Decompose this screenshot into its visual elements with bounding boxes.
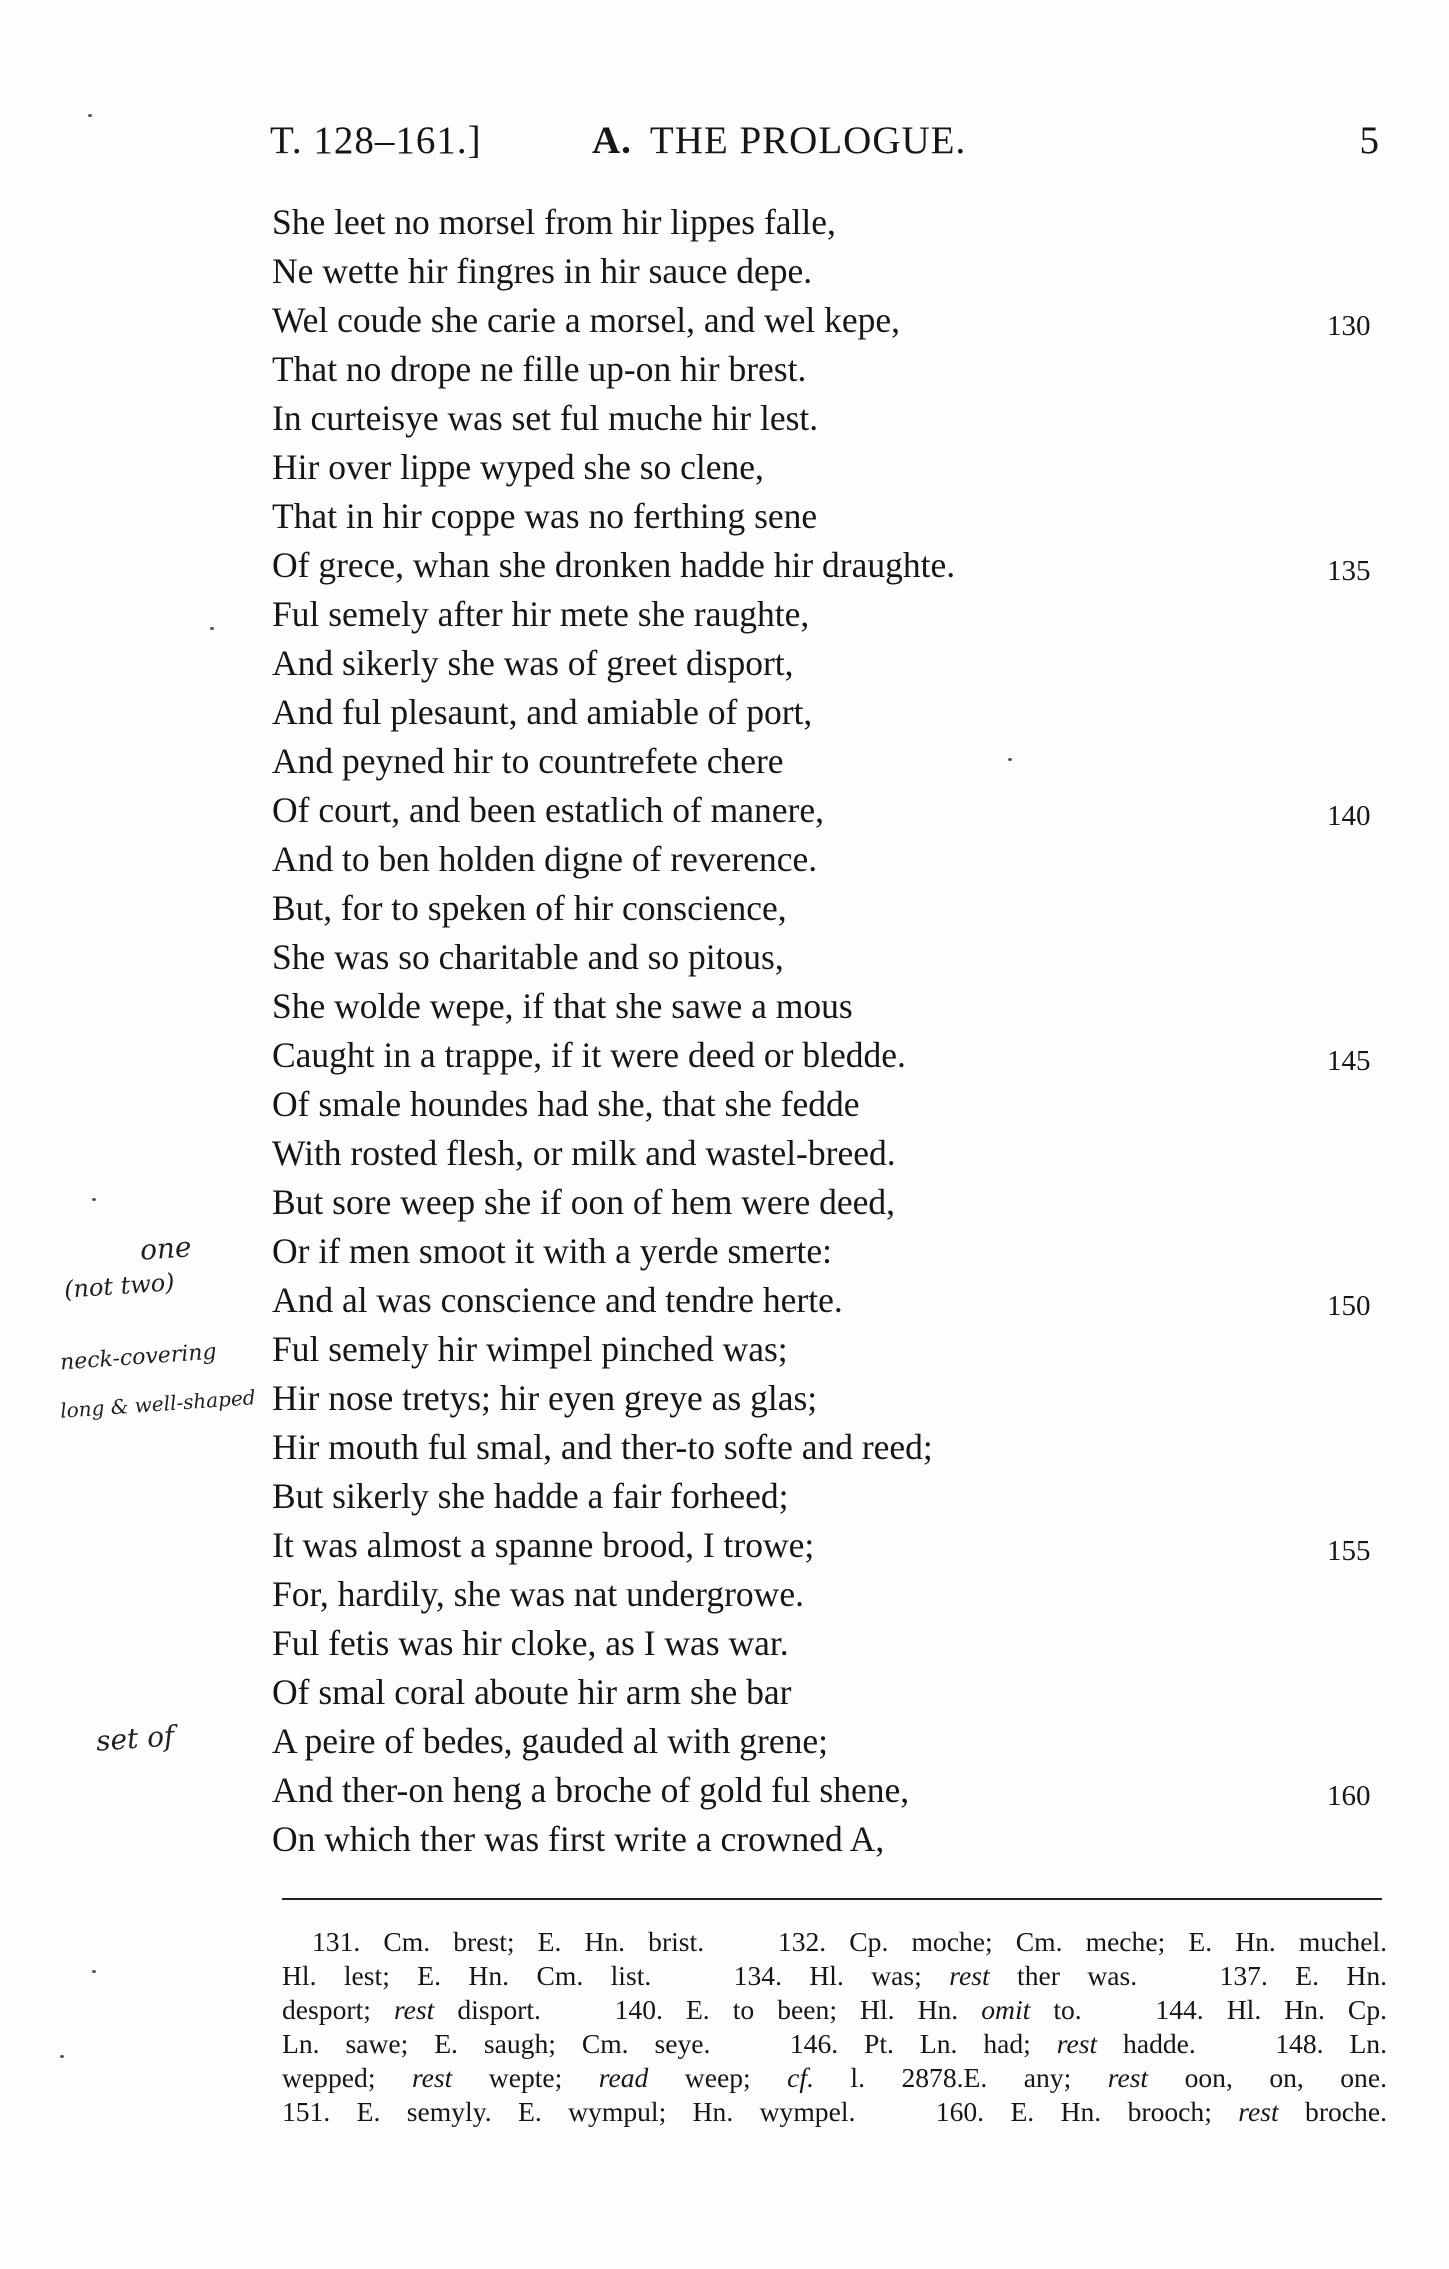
footnote-segment: wepte; [452, 2062, 599, 2093]
verse-line [272, 541, 1382, 590]
footnote-segment: 144. Hl. Hn. Cp. [1155, 1994, 1388, 2025]
verse-line [272, 1619, 1382, 1668]
footnote-segment: 137. E. Hn. [1219, 1960, 1388, 1991]
verse-line [272, 688, 1382, 737]
footnote-segment: 160. E. Hn. brooch; [935, 2096, 1239, 2127]
footnote-italic: rest [1238, 2096, 1279, 2127]
footnote-line [282, 1959, 1387, 1993]
verse-text: That in hir coppe was no ferthing sene [272, 496, 818, 536]
speck [1008, 758, 1012, 761]
verse-text: On which ther was first write a crowned A, [272, 1819, 885, 1859]
verse-text: Caught in a trappe, if it were deed or bledde. [272, 1035, 906, 1075]
verse-line [272, 884, 1382, 933]
line-range: T. 128–161.] [270, 119, 482, 162]
footnote-italic: omit [981, 1994, 1031, 2025]
footnote-italic: rest [1107, 2062, 1149, 2093]
running-header [270, 118, 1380, 178]
line-number: 130 [1327, 310, 1371, 342]
verse-line [272, 1717, 1382, 1766]
verse-text: Of grece, whan she dronken hadde hir draughte. [272, 545, 956, 585]
footnote-line [282, 2095, 1387, 2129]
verse-line [272, 492, 1382, 541]
footnote-segment: Hl. lest; E. Hn. Cm. list. [282, 1960, 652, 1991]
verse-text: For, hardily, she was nat undergrowe. [272, 1574, 804, 1614]
verse-line [272, 590, 1382, 639]
footnote-italic: rest [1056, 2028, 1098, 2059]
speck [88, 114, 92, 117]
verse-text: Of court, and been estatlich of manere, [272, 790, 824, 830]
footnote-segment: to. [1030, 1994, 1082, 2025]
verse-text: Ful semely after hir mete she raughte, [272, 594, 810, 634]
speck [92, 1198, 96, 1201]
verse-text: With rosted flesh, or milk and wastel-breed. [272, 1133, 896, 1173]
footnote-segment: desport; [282, 1994, 394, 2025]
verse-text: She was so charitable and so pitous, [272, 937, 784, 977]
line-number: 145 [1327, 1045, 1371, 1077]
verse-line [272, 394, 1382, 443]
verse-text: It was almost a spanne brood, I trowe; [272, 1525, 815, 1565]
margin-note-one: one [138, 1230, 193, 1267]
margin-note-neck-covering: neck-covering [59, 1339, 218, 1376]
footnote-segment: weep; [648, 2062, 788, 2093]
verse-line [272, 198, 1382, 247]
footnotes [282, 1925, 1387, 2129]
verse-line [272, 1423, 1382, 1472]
speck [210, 627, 214, 630]
section-letter: A. [592, 119, 632, 162]
footnote-segment: broche. [1278, 2096, 1387, 2127]
verse-text: Or if men smoot it with a yerde smerte: [272, 1231, 832, 1271]
verse-text: Ne wette hir fingres in hir sauce depe. [272, 251, 813, 291]
verse-line [272, 1031, 1382, 1080]
verse-text: She wolde wepe, if that she sawe a mous [272, 986, 853, 1026]
line-number: 150 [1327, 1290, 1371, 1322]
line-number: 160 [1327, 1780, 1371, 1812]
footnote-line [282, 2027, 1387, 2061]
footnote-segment: oon, on, one. [1148, 2062, 1388, 2093]
footnote-segment: 146. Pt. Ln. had; [789, 2028, 1057, 2059]
footnote-segment: 134. Hl. was; [733, 1960, 950, 1991]
verse-text: And ful plesaunt, and amiable of port, [272, 692, 813, 732]
verse-line [272, 1325, 1382, 1374]
verse-line [272, 443, 1382, 492]
verse-text: And sikerly she was of greet disport, [272, 643, 794, 683]
verse-line [272, 1276, 1382, 1325]
footnote-line [282, 1993, 1387, 2027]
footnote-segment: 131. Cm. brest; E. Hn. brist. [312, 1926, 705, 1957]
footnote-italic: read [598, 2062, 649, 2093]
verse-text: Hir nose tretys; hir eyen greye as glas; [272, 1378, 818, 1418]
verse-line [272, 1374, 1382, 1423]
verse-text: Hir over lippe wyped she so clene, [272, 447, 764, 487]
verse-line [272, 737, 1382, 786]
verse-text: Of smal coral aboute hir arm she bar [272, 1672, 792, 1712]
verse-line [272, 1227, 1382, 1276]
verse-line [272, 1668, 1382, 1717]
verse-text: Of smale houndes had she, that she fedde [272, 1084, 860, 1124]
footnote-italic: rest [393, 1994, 435, 2025]
verse-text: And peyned hir to countrefete chere [272, 741, 784, 781]
verse-line [272, 1472, 1382, 1521]
verse-text: That no drope ne fille up-on hir brest. [272, 349, 807, 389]
verse-text: Ful semely hir wimpel pinched was; [272, 1329, 788, 1369]
footnote-line [282, 2061, 1387, 2095]
footnote-segment: 151. E. semyly. E. wympul; Hn. wympel. [282, 2096, 856, 2127]
line-number: 135 [1327, 555, 1371, 587]
verse-line [272, 1570, 1382, 1619]
verse-text: And al was conscience and tendre herte. [272, 1280, 843, 1320]
verse-text: But sore weep she if oon of hem were deed, [272, 1182, 896, 1222]
footnote-segment: E. any; [963, 2062, 1108, 2093]
section-title: THE PROLOGUE. [649, 119, 967, 162]
footnote-segment: ther was. [989, 1960, 1138, 1991]
footnote-segment: l. 2878. [813, 2062, 964, 2093]
verse-line [272, 982, 1382, 1031]
footnote-segment: disport. [434, 1994, 541, 2025]
footnote-segment: wepped; [282, 2062, 412, 2093]
section-heading [592, 118, 966, 163]
line-number: 140 [1327, 800, 1371, 832]
verse-text: But, for to speken of hir conscience, [272, 888, 787, 928]
speck [60, 2055, 64, 2058]
verse-line [272, 786, 1382, 835]
verse-text: Wel coude she carie a morsel, and wel kepe, [272, 300, 900, 340]
verse-text: Hir mouth ful smal, and ther-to softe and reed; [272, 1427, 933, 1467]
footnote-segment: 148. Ln. [1275, 2028, 1387, 2059]
verse-line [272, 296, 1382, 345]
footnote-segment: 140. E. to been; Hl. Hn. [614, 1994, 982, 2025]
verse-line [272, 1129, 1382, 1178]
footnote-segment: 132. Cp. moche; Cm. meche; E. Hn. muchel. [777, 1926, 1388, 1957]
poem-text [272, 198, 1382, 1864]
margin-note-not-two: (not two) [63, 1268, 176, 1304]
footnote-italic: cf. [787, 2062, 814, 2093]
verse-line [272, 345, 1382, 394]
footnote-italic: rest [949, 1960, 990, 1991]
footnote-rule [282, 1898, 1382, 1900]
margin-note-set-of: set of [94, 1719, 176, 1758]
footnote-line [282, 1925, 1387, 1959]
verse-line [272, 1815, 1382, 1864]
verse-line [272, 835, 1382, 884]
verse-text: A peire of bedes, gauded al with grene; [272, 1721, 828, 1761]
verse-text: Ful fetis was hir cloke, as I was war. [272, 1623, 789, 1663]
verse-line [272, 1178, 1382, 1227]
speck [92, 1970, 96, 1973]
footnote-segment: Ln. sawe; E. saugh; Cm. seye. [282, 2028, 711, 2059]
verse-line [272, 933, 1382, 982]
line-number: 155 [1327, 1535, 1371, 1567]
verse-text: And ther-on heng a broche of gold ful shene, [272, 1770, 910, 1810]
verse-text: In curteisye was set ful muche hir lest. [272, 398, 819, 438]
verse-line [272, 639, 1382, 688]
verse-text: And to ben holden digne of reverence. [272, 839, 818, 879]
verse-line [272, 1766, 1382, 1815]
page-number: 5 [1359, 119, 1380, 162]
margin-note-long-well-shaped: long & well-shaped [59, 1385, 257, 1423]
verse-line [272, 247, 1382, 296]
footnote-segment: hadde. [1097, 2028, 1196, 2059]
verse-text: But sikerly she hadde a fair forheed; [272, 1476, 789, 1516]
verse-text: She leet no morsel from hir lippes falle, [272, 202, 836, 242]
verse-line [272, 1080, 1382, 1129]
footnote-italic: rest [411, 2062, 453, 2093]
verse-line [272, 1521, 1382, 1570]
